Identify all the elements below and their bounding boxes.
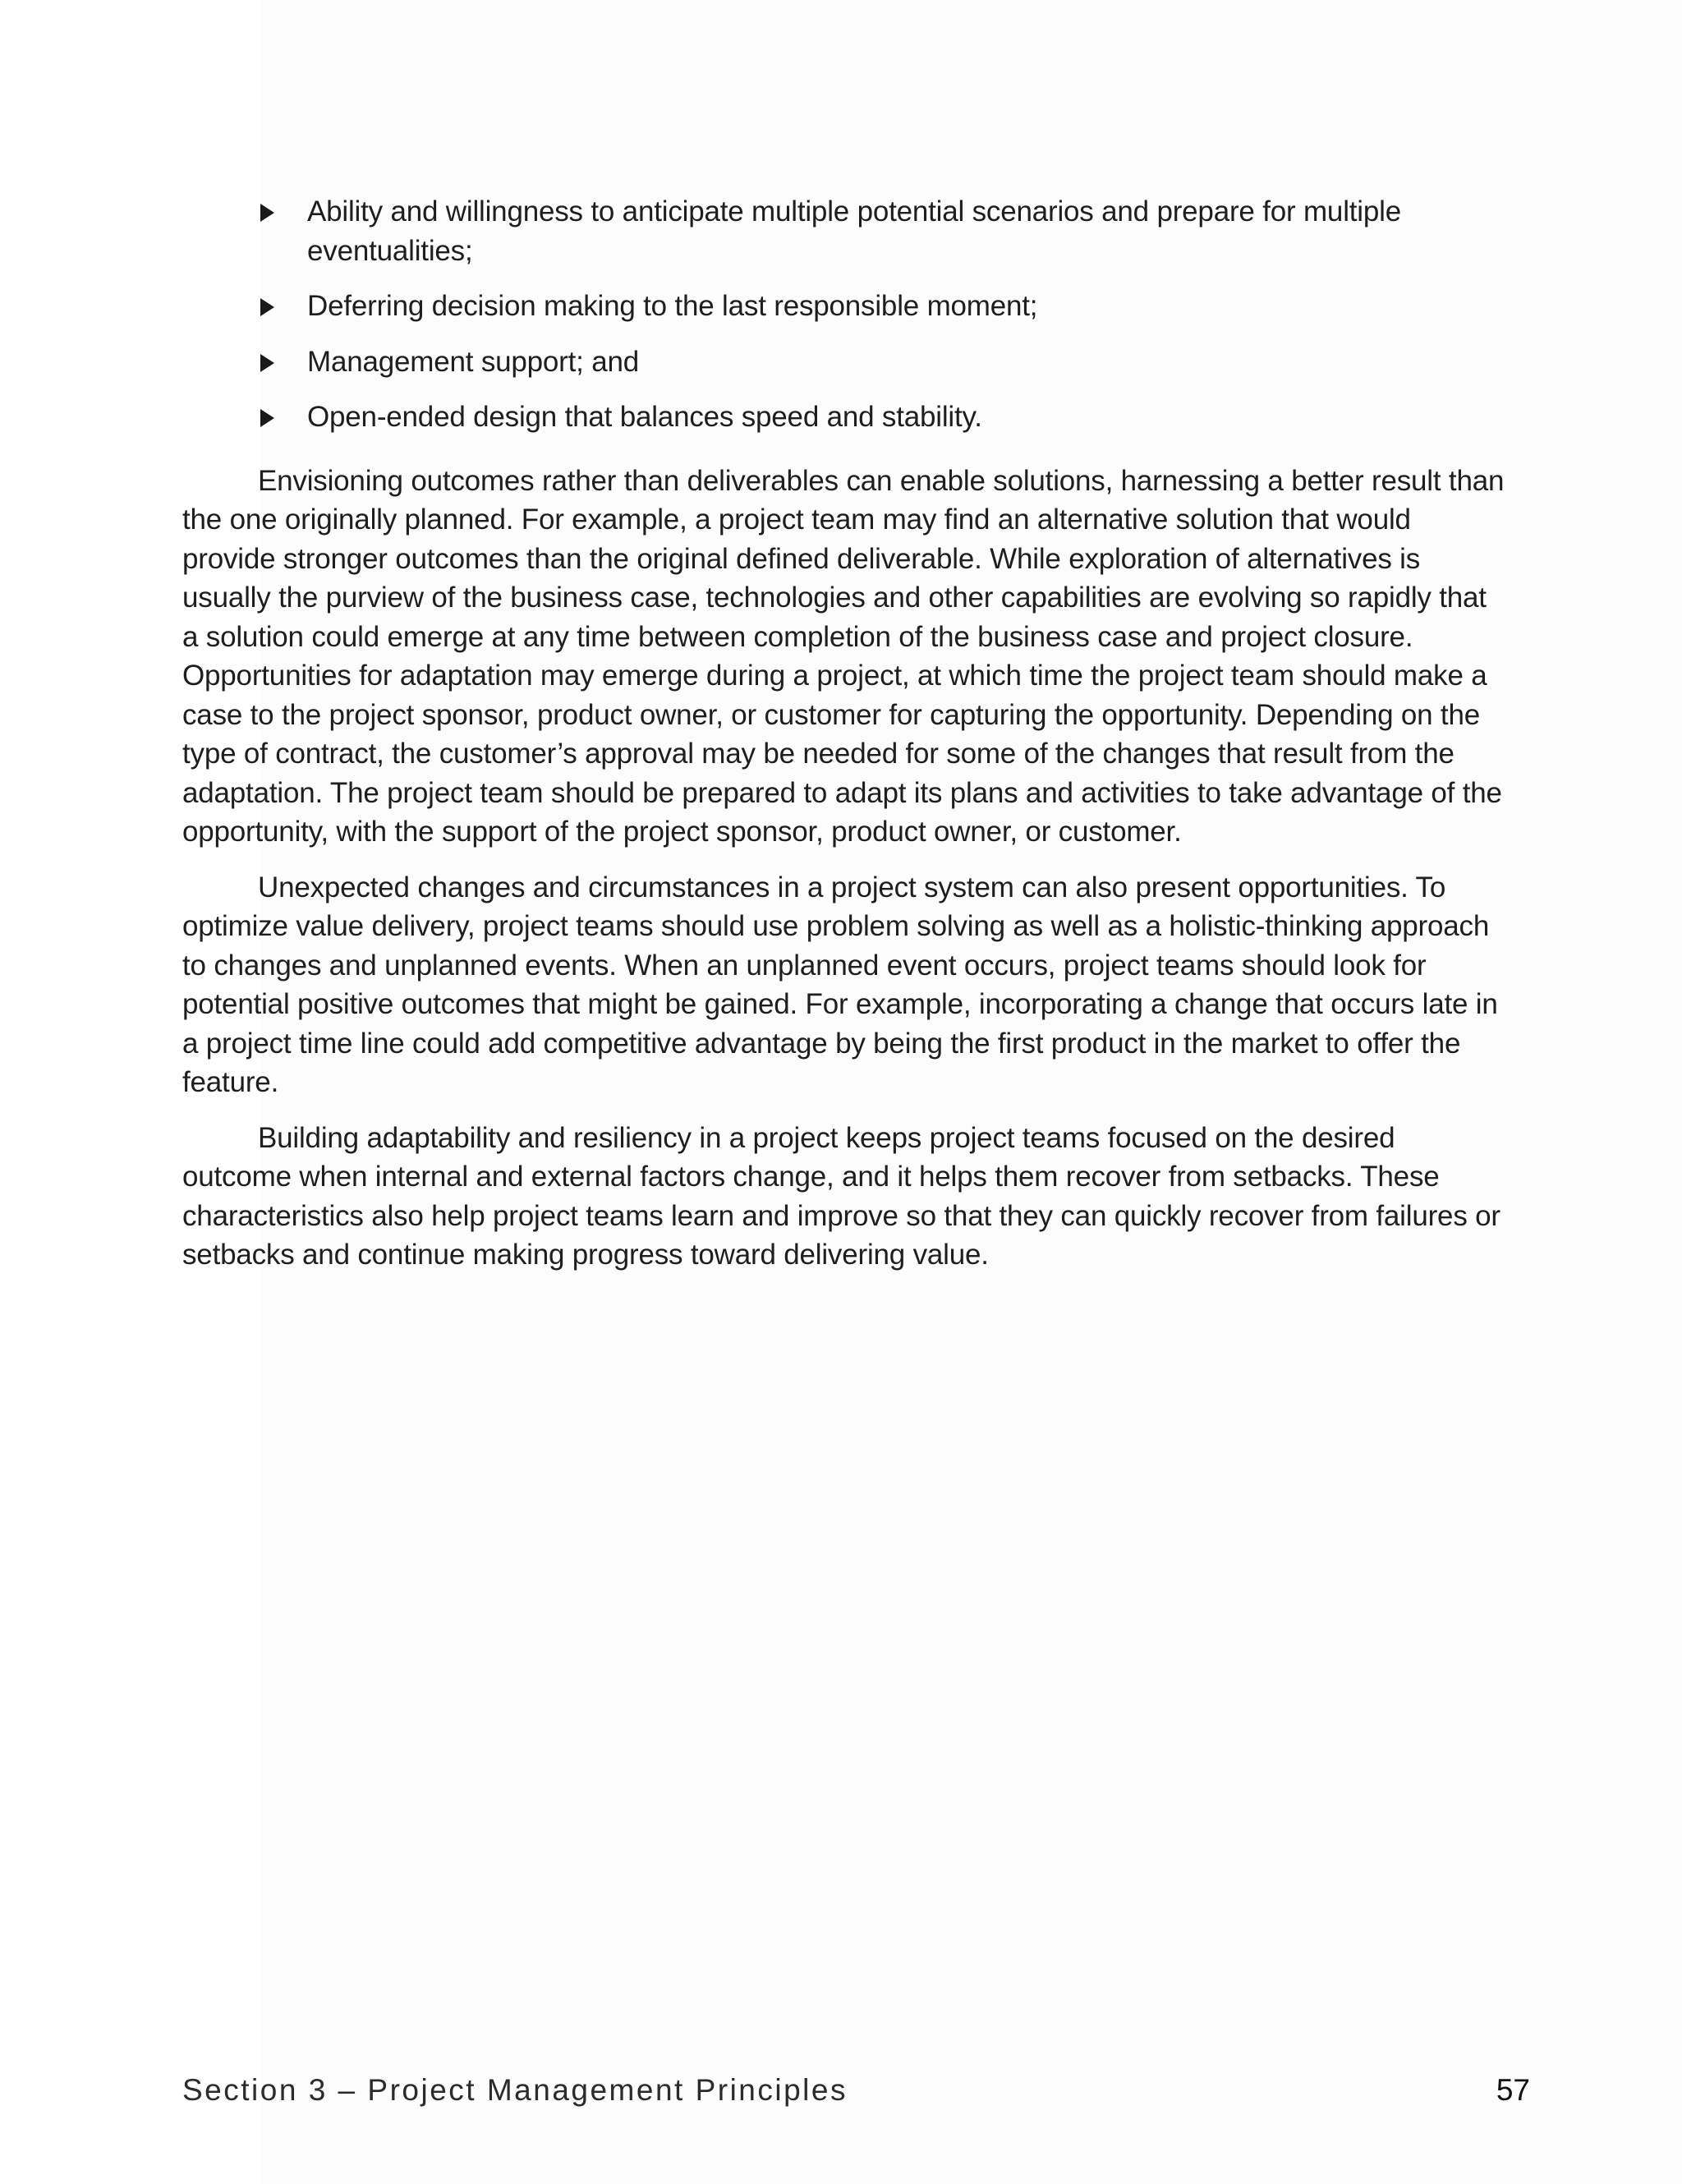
page-content xyxy=(182,192,1505,1291)
list-item xyxy=(182,192,1505,270)
triangle-bullet-icon xyxy=(260,354,274,372)
body-paragraph-envisioning-outcomes: Envisioning outcomes rather than deliverables can enable solutions, harnessing a better result than the one originally planned. For example, a project team may find an alternative solution that would provide stronger outcomes than the original defined deliverable. While exploration of alternatives is usually the purview of the business case, technologies and other capabilities are evolving so rapidly that a solution could emerge at any time between completion of the business case and project closure. Opportunities for adaptation may emerge during a project, at which time the project team should make a case to the project sponsor, product owner, or customer for capturing the opportunity. Depending on the type of contract, the customer’s approval may be needed for some of the changes that result from the adaptation. The project team should be prepared to adapt its plans and activities to take advantage of the opportunity, with the support of the project sponsor, product owner, or customer. xyxy=(182,464,1505,848)
triangle-bullet-icon xyxy=(260,204,274,222)
list-item xyxy=(182,398,1505,437)
triangle-bullet-icon xyxy=(260,409,274,427)
body-paragraph-adaptability: Building adaptability and resiliency in a project keeps project teams focused on the desired outcome when internal and external factors change, and it helps them recover from setbacks. These characteristics also help project teams learn and improve so that they can quickly recover from failures or setbacks and continue making progress toward delivering value. xyxy=(182,1121,1500,1271)
list-item xyxy=(182,287,1505,326)
list-item-text: Management support; and xyxy=(307,345,640,378)
list-item-text: Open-ended design that balances speed and stability. xyxy=(307,401,982,433)
list-item-text: Ability and willingness to anticipate multiple potential scenarios and prepare for multiple eventualities; xyxy=(307,195,1401,267)
bullet-list xyxy=(182,192,1505,437)
page-number: 57 xyxy=(1496,2073,1530,2107)
triangle-bullet-icon xyxy=(260,298,274,316)
list-item xyxy=(182,343,1505,382)
list-item-text: Deferring decision making to the last responsible moment; xyxy=(307,290,1038,322)
footer-section-title: Section 3 – Project Management Principles xyxy=(182,2073,848,2107)
body-paragraph-unexpected-changes: Unexpected changes and circumstances in a project system can also present opportunities. To optimize value delivery, project teams should use problem solving as well as a holistic-thinking approach to changes and unplanned events. When an unplanned event occurs, project teams should look for potential positive outcomes that might be gained. For example, incorporating a change that occurs late in a project time line could add competitive advantage by being the first product in the market to offer the feature. xyxy=(182,871,1498,1098)
